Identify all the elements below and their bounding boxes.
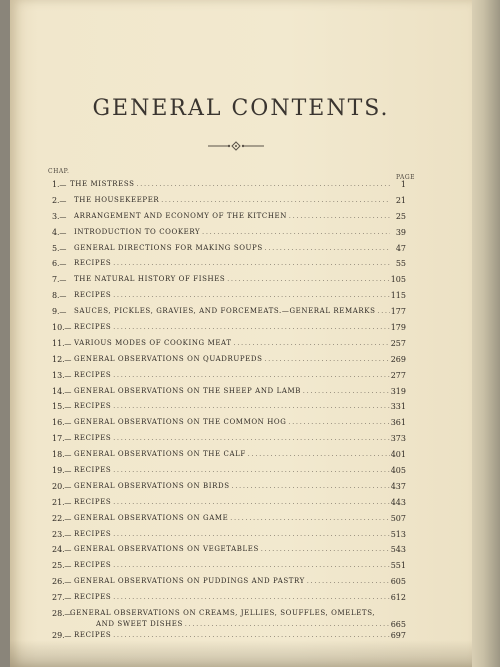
chapter-number: 1.— bbox=[52, 180, 67, 189]
chapter-title: GENERAL OBSERVATIONS ON PUDDINGS AND PASTRY . . . bbox=[74, 577, 390, 585]
chapter-title: SAUCES, PICKLES, GRAVIES, AND FORCEMEATS.—GENERAL REMARKS . . . bbox=[74, 307, 390, 315]
chapter-number-value: 21 bbox=[52, 497, 63, 507]
page-number: 55 bbox=[395, 259, 406, 269]
chapter-title: RECIPES . . . bbox=[74, 561, 390, 569]
chapter-title: RECIPES . . . bbox=[74, 593, 390, 601]
page-number: 269 bbox=[390, 354, 406, 364]
adjacent-page-edge bbox=[472, 0, 500, 667]
chapter-number-value: 3 bbox=[52, 211, 58, 221]
contents-row bbox=[10, 243, 472, 259]
page-number: 507 bbox=[390, 513, 406, 523]
contents-list bbox=[10, 179, 472, 646]
page-number: 39 bbox=[395, 227, 406, 237]
chapter-number: 13.— bbox=[52, 370, 72, 380]
page-title: GENERAL CONTENTS. bbox=[92, 96, 390, 121]
chapter-number-value: 2 bbox=[52, 195, 58, 205]
contents-row bbox=[10, 576, 472, 592]
contents-row bbox=[10, 401, 472, 417]
chapter-title: GENERAL OBSERVATIONS ON BIRDS . . . bbox=[74, 482, 390, 490]
chapter-number-value: 20 bbox=[52, 481, 63, 491]
page-number: 697 bbox=[390, 631, 406, 641]
contents-row bbox=[10, 306, 472, 322]
contents-row bbox=[10, 465, 472, 481]
chapter-number: 28.— bbox=[52, 609, 72, 619]
page-bottom-shadow bbox=[10, 640, 472, 667]
chapter-number: 4.— bbox=[52, 227, 67, 237]
contents-row bbox=[10, 179, 472, 195]
chapter-title: GENERAL OBSERVATIONS ON GAME . . . bbox=[74, 514, 390, 522]
chapter-number-value: 17 bbox=[52, 434, 63, 444]
contents-row bbox=[10, 544, 472, 560]
chapter-number: 15.— bbox=[52, 402, 72, 412]
chapter-number: 21.— bbox=[52, 497, 72, 507]
contents-row bbox=[10, 195, 472, 211]
chapter-title: RECIPES . . . bbox=[74, 631, 390, 639]
chapter-title: GENERAL OBSERVATIONS ON CREAMS, JELLIES, SOUFFLÉS, OMELETS, bbox=[70, 609, 376, 618]
contents-row bbox=[10, 370, 472, 386]
page-number: 401 bbox=[390, 450, 406, 460]
contents-row bbox=[10, 322, 472, 338]
page-number: 361 bbox=[390, 418, 406, 428]
chapter-number: 27.— bbox=[52, 593, 72, 603]
chapter-number: 29.— bbox=[52, 631, 72, 641]
contents-row bbox=[10, 227, 472, 243]
contents-row bbox=[10, 417, 472, 433]
page-number: 443 bbox=[390, 497, 406, 507]
chapter-number-value: 22 bbox=[52, 513, 63, 523]
contents-row bbox=[10, 560, 472, 576]
page-number: 277 bbox=[390, 370, 406, 380]
chapter-number: 9.— bbox=[52, 307, 67, 317]
chapter-title: GENERAL OBSERVATIONS ON THE COMMON HOG . . . bbox=[74, 418, 390, 426]
page-number: 179 bbox=[390, 323, 406, 333]
chapter-title: RECIPES . . . bbox=[74, 498, 390, 506]
chapter-title: GENERAL OBSERVATIONS ON VEGETABLES . . . bbox=[74, 545, 390, 553]
chapter-number-value: 26 bbox=[52, 577, 63, 587]
chapter-column-header: CHAP. bbox=[48, 168, 70, 175]
contents-row bbox=[10, 433, 472, 449]
chapter-number: 16.— bbox=[52, 418, 72, 428]
contents-row bbox=[10, 608, 472, 630]
contents-row bbox=[10, 513, 472, 529]
chapter-number-value: 18 bbox=[52, 450, 63, 460]
chapter-title: RECIPES . . . bbox=[74, 402, 390, 410]
page-number: 319 bbox=[390, 386, 406, 396]
contents-row bbox=[10, 338, 472, 354]
contents-row bbox=[10, 497, 472, 513]
contents-row bbox=[10, 386, 472, 402]
chapter-number: 5.— bbox=[52, 243, 67, 253]
page-number: 551 bbox=[390, 561, 406, 571]
chapter-number-value: 1 bbox=[52, 180, 58, 189]
chapter-title: RECIPES . . . bbox=[74, 434, 390, 442]
chapter-number-value: 8 bbox=[52, 291, 58, 301]
chapter-title: RECIPES . . . bbox=[74, 259, 390, 267]
page-number: 513 bbox=[390, 529, 406, 539]
chapter-title: GENERAL OBSERVATIONS ON QUADRUPEDS . . . bbox=[74, 355, 390, 363]
chapter-number: 25.— bbox=[52, 561, 72, 571]
chapter-number-value: 15 bbox=[52, 402, 63, 412]
page-number: 437 bbox=[390, 481, 406, 491]
page-number: 115 bbox=[390, 291, 406, 301]
contents-row bbox=[10, 258, 472, 274]
page-number: 1 bbox=[400, 180, 406, 189]
chapter-title: RECIPES . . . bbox=[74, 530, 390, 538]
chapter-number-value: 6 bbox=[52, 259, 58, 269]
chapter-number-value: 12 bbox=[52, 354, 63, 364]
chapter-number-value: 7 bbox=[52, 275, 58, 285]
chapter-title: GENERAL OBSERVATIONS ON THE SHEEP AND LAMB . . . bbox=[74, 387, 390, 395]
chapter-title: VARIOUS MODES OF COOKING MEAT . . . bbox=[74, 339, 390, 347]
chapter-title: RECIPES . . . bbox=[74, 323, 390, 331]
chapter-number: 19.— bbox=[52, 466, 72, 476]
chapter-title: RECIPES . . . bbox=[74, 291, 390, 299]
chapter-number-value: 4 bbox=[52, 227, 58, 237]
chapter-title: INTRODUCTION TO COOKERY . . . bbox=[74, 228, 390, 236]
chapter-number: 24.— bbox=[52, 545, 72, 555]
chapter-number: 18.— bbox=[52, 450, 72, 460]
chapter-number-value: 10 bbox=[52, 323, 63, 333]
chapter-title: THE MISTRESS . . . bbox=[70, 180, 390, 188]
page-number: 257 bbox=[390, 338, 406, 348]
page-number: 665 bbox=[390, 620, 406, 630]
chapter-number-value: 29 bbox=[52, 631, 63, 641]
page-number: 47 bbox=[395, 243, 406, 253]
chapter-number: 26.— bbox=[52, 577, 72, 587]
chapter-title: THE HOUSEKEEPER . . . bbox=[74, 196, 390, 204]
chapter-number-value: 9 bbox=[52, 307, 58, 317]
chapter-number: 14.— bbox=[52, 386, 72, 396]
page-number: 605 bbox=[390, 577, 406, 587]
chapter-number-value: 19 bbox=[52, 466, 63, 476]
contents-row bbox=[10, 211, 472, 227]
chapter-number: 3.— bbox=[52, 211, 67, 221]
page-number: 105 bbox=[390, 275, 406, 285]
contents-row bbox=[10, 481, 472, 497]
chapter-number-value: 24 bbox=[52, 545, 63, 555]
contents-row bbox=[10, 592, 472, 608]
page-number: 177 bbox=[390, 307, 406, 317]
chapter-number: 12.— bbox=[52, 354, 72, 364]
page-number: 373 bbox=[390, 434, 406, 444]
page-number: 25 bbox=[395, 211, 406, 221]
contents-row bbox=[10, 274, 472, 290]
chapter-number: 10.— bbox=[52, 323, 72, 333]
chapter-title: RECIPES . . . bbox=[74, 466, 390, 474]
chapter-number: 22.— bbox=[52, 513, 72, 523]
chapter-number: 17.— bbox=[52, 434, 72, 444]
chapter-number: 2.— bbox=[52, 195, 67, 205]
contents-row bbox=[10, 529, 472, 545]
chapter-number: 20.— bbox=[52, 481, 72, 491]
chapter-title: GENERAL OBSERVATIONS ON THE CALF . . . bbox=[74, 450, 390, 458]
chapter-title-continued: AND SWEET DISHES . . . bbox=[96, 620, 390, 628]
chapter-title: THE NATURAL HISTORY OF FISHES . . . bbox=[74, 275, 390, 283]
page-number: 405 bbox=[390, 466, 406, 476]
chapter-number-value: 14 bbox=[52, 386, 63, 396]
page-number: 543 bbox=[390, 545, 406, 555]
chapter-title: RECIPES . . . bbox=[74, 371, 390, 379]
contents-row bbox=[10, 449, 472, 465]
page-number: 21 bbox=[395, 195, 406, 205]
chapter-title: GENERAL DIRECTIONS FOR MAKING SOUPS . . . bbox=[74, 244, 390, 252]
page-number: 331 bbox=[390, 402, 406, 412]
chapter-number: 23.— bbox=[52, 529, 72, 539]
chapter-number-value: 13 bbox=[52, 370, 63, 380]
chapter-number-value: 11 bbox=[52, 338, 63, 348]
chapter-number-value: 28 bbox=[52, 609, 63, 619]
ornament-divider-icon bbox=[206, 140, 266, 152]
chapter-number-value: 25 bbox=[52, 561, 63, 571]
page-number: 612 bbox=[390, 593, 406, 603]
book-page bbox=[10, 0, 472, 667]
chapter-number-value: 16 bbox=[52, 418, 63, 428]
chapter-number-value: 23 bbox=[52, 529, 63, 539]
page-column-header: PAGE bbox=[396, 174, 415, 181]
contents-row bbox=[10, 290, 472, 306]
chapter-number: 11.— bbox=[52, 338, 72, 348]
chapter-title: ARRANGEMENT AND ECONOMY OF THE KITCHEN . . . bbox=[74, 212, 390, 220]
chapter-number-value: 27 bbox=[52, 593, 63, 603]
chapter-number: 6.— bbox=[52, 259, 67, 269]
chapter-number-value: 5 bbox=[52, 243, 58, 253]
chapter-number: 8.— bbox=[52, 291, 67, 301]
chapter-number: 7.— bbox=[52, 275, 67, 285]
contents-row bbox=[10, 354, 472, 370]
